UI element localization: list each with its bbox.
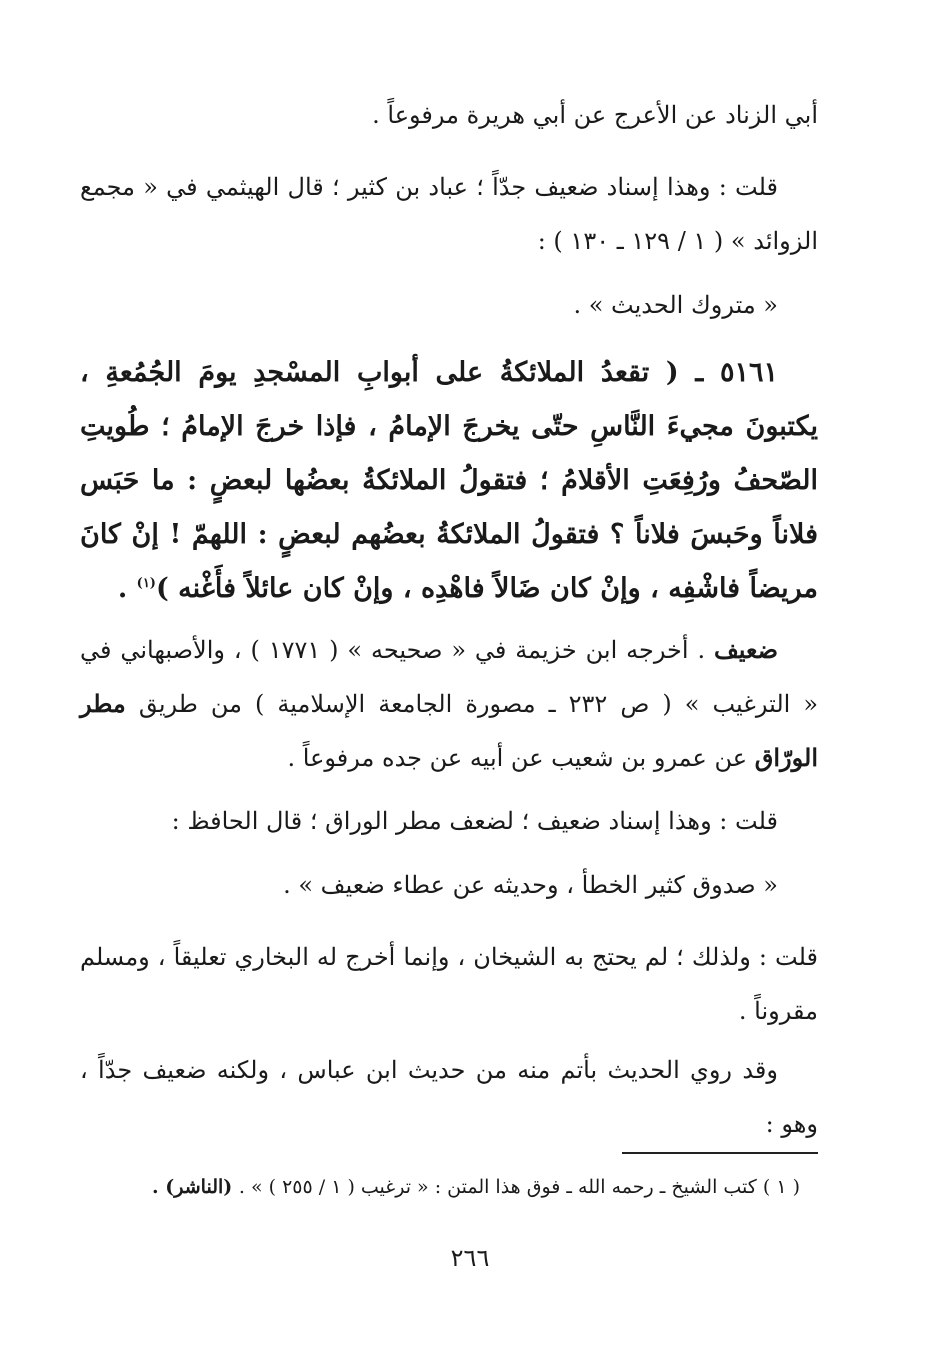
footnote [80, 1172, 800, 1202]
paragraph-comment [80, 794, 818, 848]
narrator-name: مطر الورّاق [80, 689, 818, 772]
paragraph-text: وقد روي الحديث بأتم منه من حديث ابن عباس ، ولكنه ضعيف جدّاً ، وهو : [80, 1056, 818, 1138]
grading-label: ضعيف [713, 635, 778, 664]
paragraph-text: أبي الزناد عن الأعرج عن أبي هريرة مرفوعاً . [372, 101, 818, 129]
paragraph-continuation [80, 88, 818, 142]
paragraph-quote [80, 858, 818, 912]
hadith-body: ٥١٦١ ـ ( تقعدُ الملائكةُ على أبوابِ المسْجدِ يومَ الجُمُعةِ ، يكتبونَ مجيءَ النَّاسِ حتّى يخرجَ الإمامُ ، فإذا خرجَ الإمامُ ؛ طُويتِ الصّحفُ ورُفِعَتِ الأقلامُ ؛ فتقولُ الملائكةُ بعضُها لبعضٍ : ما حَبَس فلاناً وحَبسَ فلاناً ؟ فتقولُ الملائكةُ بعضُهم لبعضٍ : اللهمّ ! إنْ كانَ مريضاً فاشْفِه ، وإنْ كان ضَالاً فاهْدِه ، وإنْ كان عائلاً فأَغْنه ) [80, 357, 818, 604]
hadith-text [80, 346, 818, 616]
paragraph-text: عن عمرو بن شعيب عن أبيه عن جده مرفوعاً . [287, 744, 755, 772]
paragraph-grading [80, 623, 818, 785]
hadith-end: . [117, 573, 137, 604]
footnote-text: ( ١ ) كتب الشيخ ـ رحمه الله ـ فوق هذا المتن : « ترغيب ( ١ / ٢٥٥ ) » . [238, 1176, 800, 1198]
paragraph-text: قلت : ولذلك ؛ لم يحتج به الشيخان ، وإنما أخرج له البخاري تعليقاً ، ومسلم مقروناً . [80, 943, 818, 1025]
paragraph-intro [80, 1043, 818, 1151]
paragraph-text: قلت : وهذا إسناد ضعيف جدّاً ؛ عباد بن كثير ؛ قال الهيثمي في « مجمع الزوائد » ( ١ / ١٢٩ ـ ١٣٠ ) : [80, 173, 818, 255]
paragraph-comment [80, 930, 818, 1038]
paragraph-quote [80, 278, 818, 332]
footnote-publisher: (الناشر) . [152, 1176, 239, 1198]
paragraph-text: « صدوق كثير الخطأ ، وحديثه عن عطاء ضعيف » . [283, 871, 778, 899]
page-number: ٢٦٦ [450, 1244, 490, 1272]
footnote-marker: (١) [136, 576, 156, 591]
paragraph-text: قلت : وهذا إسناد ضعيف ؛ لضعف مطر الوراق ؛ قال الحافظ : [171, 807, 778, 835]
paragraph-text: « متروك الحديث » . [573, 291, 778, 319]
footnote-divider [622, 1152, 818, 1154]
paragraph-comment [80, 160, 818, 268]
paragraph-text: . أخرجه ابن خزيمة في « صحيحه » ( ١٧٧١ ) ، والأصبهاني في « الترغيب » ( ص ٢٣٢ ـ مصورة الجامعة الإسلامية ) من طريق [80, 636, 819, 718]
